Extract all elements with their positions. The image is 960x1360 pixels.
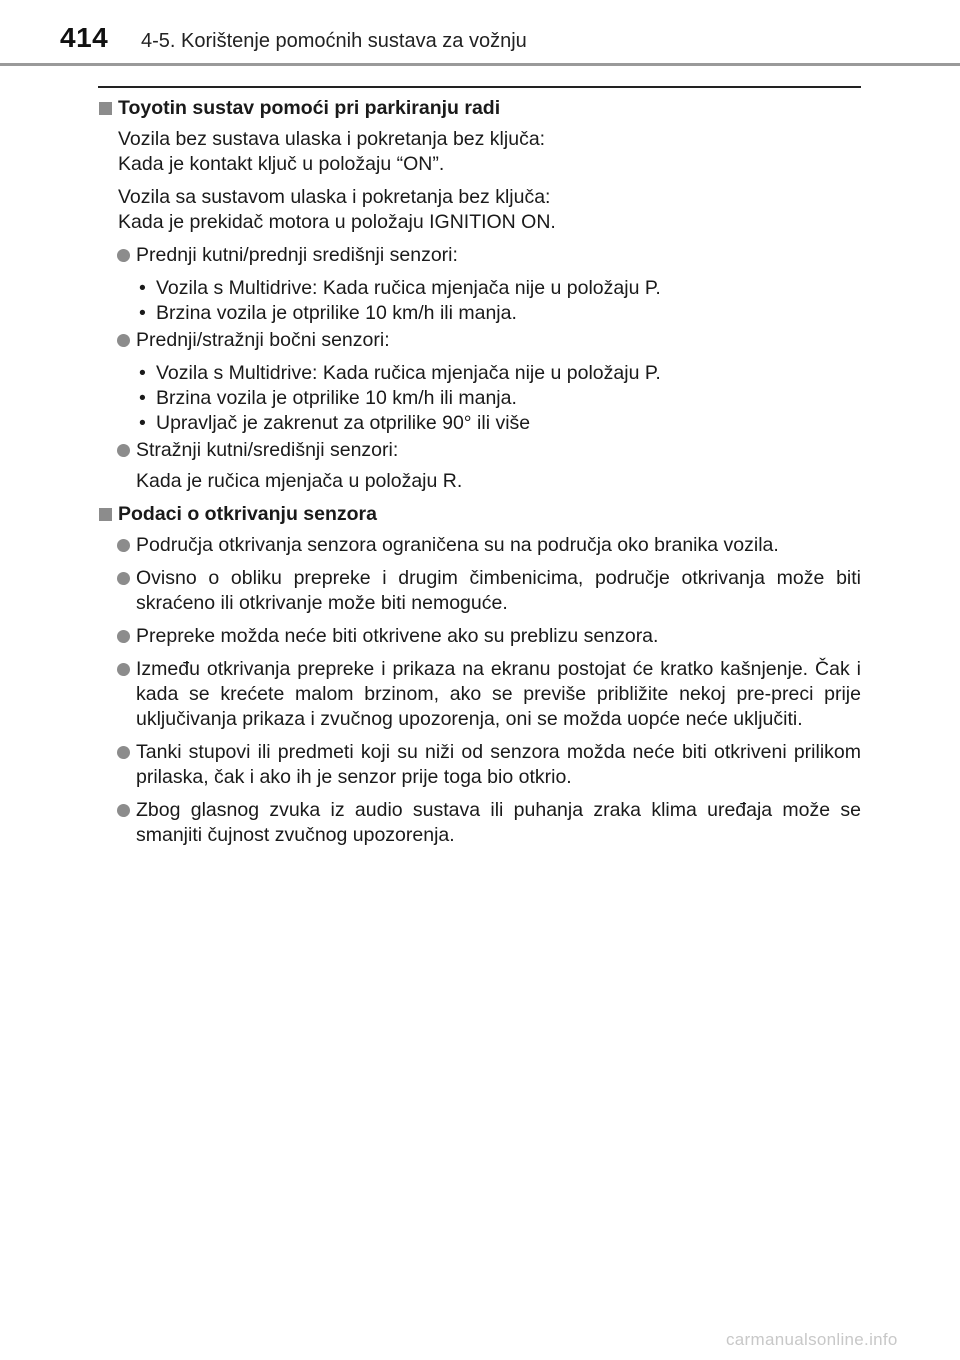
group-title: Prednji kutni/prednji središnji senzori: <box>136 244 458 266</box>
round-bullet-icon <box>117 630 130 643</box>
section-heading-parking-assist <box>98 96 861 121</box>
list-item-text: Brzina vozila je otprilike 10 km/h ili manja. <box>156 387 517 409</box>
paragraph-line: Kada je prekidač motora u položaju IGNITION ON. <box>118 211 556 233</box>
section-title: 4-5. Korištenje pomoćnih sustava za vožnju <box>141 30 527 52</box>
group-rear-sensors <box>98 438 861 463</box>
round-bullet-icon <box>117 663 130 676</box>
group-note <box>98 469 861 494</box>
paragraph-line: Vozila sa sustavom ulaska i pokretanja bez ključa: <box>118 186 551 208</box>
list-item <box>98 411 861 436</box>
watermark-text: carmanualsonline.info <box>726 1330 898 1349</box>
list-item <box>98 361 861 386</box>
group-note-text: Kada je ručica mjenjača u položaju R. <box>136 470 463 492</box>
dot-mark-icon: • <box>139 302 146 324</box>
square-bullet-icon <box>99 102 112 115</box>
list-item-text: Brzina vozila je otprilike 10 km/h ili manja. <box>156 302 517 324</box>
group-items-list <box>98 361 861 436</box>
list-item <box>98 386 861 411</box>
round-bullet-icon <box>117 746 130 759</box>
list-item-text: Upravljač je zakrenut za otprilike 90° ili više <box>156 412 531 434</box>
page-content <box>98 96 861 856</box>
group-title: Prednji/stražnji bočni senzori: <box>136 329 390 351</box>
dot-mark-icon: • <box>139 387 146 409</box>
bullet-text: Prepreke možda neće biti otkrivene ako su preblizu senzora. <box>136 625 659 647</box>
list-item <box>98 301 861 326</box>
paragraph-with-smart-entry <box>98 185 861 235</box>
bullet-text: Zbog glasnog zvuka iz audio sustava ili puhanja zraka klima uređaja može se smanjiti čujnost zvučnog upozorenja. <box>136 799 861 846</box>
list-item-text: Vozila s Multidrive: Kada ručica mjenjača nije u položaju P. <box>156 362 661 384</box>
detection-bullet <box>98 798 861 848</box>
paragraph-without-smart-entry <box>98 127 861 177</box>
round-bullet-icon <box>117 444 130 457</box>
dot-mark-icon: • <box>139 362 146 384</box>
dot-mark-icon: • <box>139 412 146 434</box>
round-bullet-icon <box>117 249 130 262</box>
round-bullet-icon <box>117 804 130 817</box>
paragraph-line: Vozila bez sustava ulaska i pokretanja bez ključa: <box>118 128 546 150</box>
bullet-text: Tanki stupovi ili predmeti koji su niži od senzora možda neće biti otkriveni prilikom prilaska, čak i ako ih je senzor prije toga bio otkrio. <box>136 741 861 788</box>
dot-mark-icon: • <box>139 277 146 299</box>
heading-text: Podaci o otkrivanju senzora <box>118 503 377 525</box>
round-bullet-icon <box>117 334 130 347</box>
detection-bullet <box>98 624 861 649</box>
page-header <box>0 0 960 66</box>
list-item-text: Vozila s Multidrive: Kada ručica mjenjača nije u položaju P. <box>156 277 661 299</box>
square-bullet-icon <box>99 508 112 521</box>
detection-bullet <box>98 657 861 732</box>
group-items-list <box>98 276 861 326</box>
list-item <box>98 276 861 301</box>
header-rule <box>0 63 960 66</box>
bullet-text: Ovisno o obliku prepreke i drugim čimbenicima, područje otkrivanja može biti skraćeno ili otkrivanje može biti nemoguće. <box>136 567 861 614</box>
group-title: Stražnji kutni/središnji senzori: <box>136 439 399 461</box>
heading-text: Toyotin sustav pomoći pri parkiranju radi <box>118 97 501 119</box>
bullet-text: Područja otkrivanja senzora ograničena su na područja oko branika vozila. <box>136 534 779 556</box>
detection-bullet <box>98 533 861 558</box>
group-side-sensors <box>98 328 861 353</box>
section-heading-sensor-detection <box>98 502 861 527</box>
content-divider <box>98 86 861 88</box>
paragraph-line: Kada je kontakt ključ u položaju “ON”. <box>118 153 445 175</box>
detection-bullet <box>98 566 861 616</box>
round-bullet-icon <box>117 539 130 552</box>
round-bullet-icon <box>117 572 130 585</box>
group-front-corner-sensors <box>98 243 861 268</box>
page-number: 414 <box>60 22 109 53</box>
detection-bullet <box>98 740 861 790</box>
bullet-text: Između otkrivanja prepreke i prikaza na ekranu postojat će kratko kašnjenje. Čak i kada se krećete malom brzinom, ako se previše približite nekoj pre-preci prije uključivanja prikaza i zvučnog upozorenja, oni se možda uopće neće uključiti. <box>136 658 861 730</box>
